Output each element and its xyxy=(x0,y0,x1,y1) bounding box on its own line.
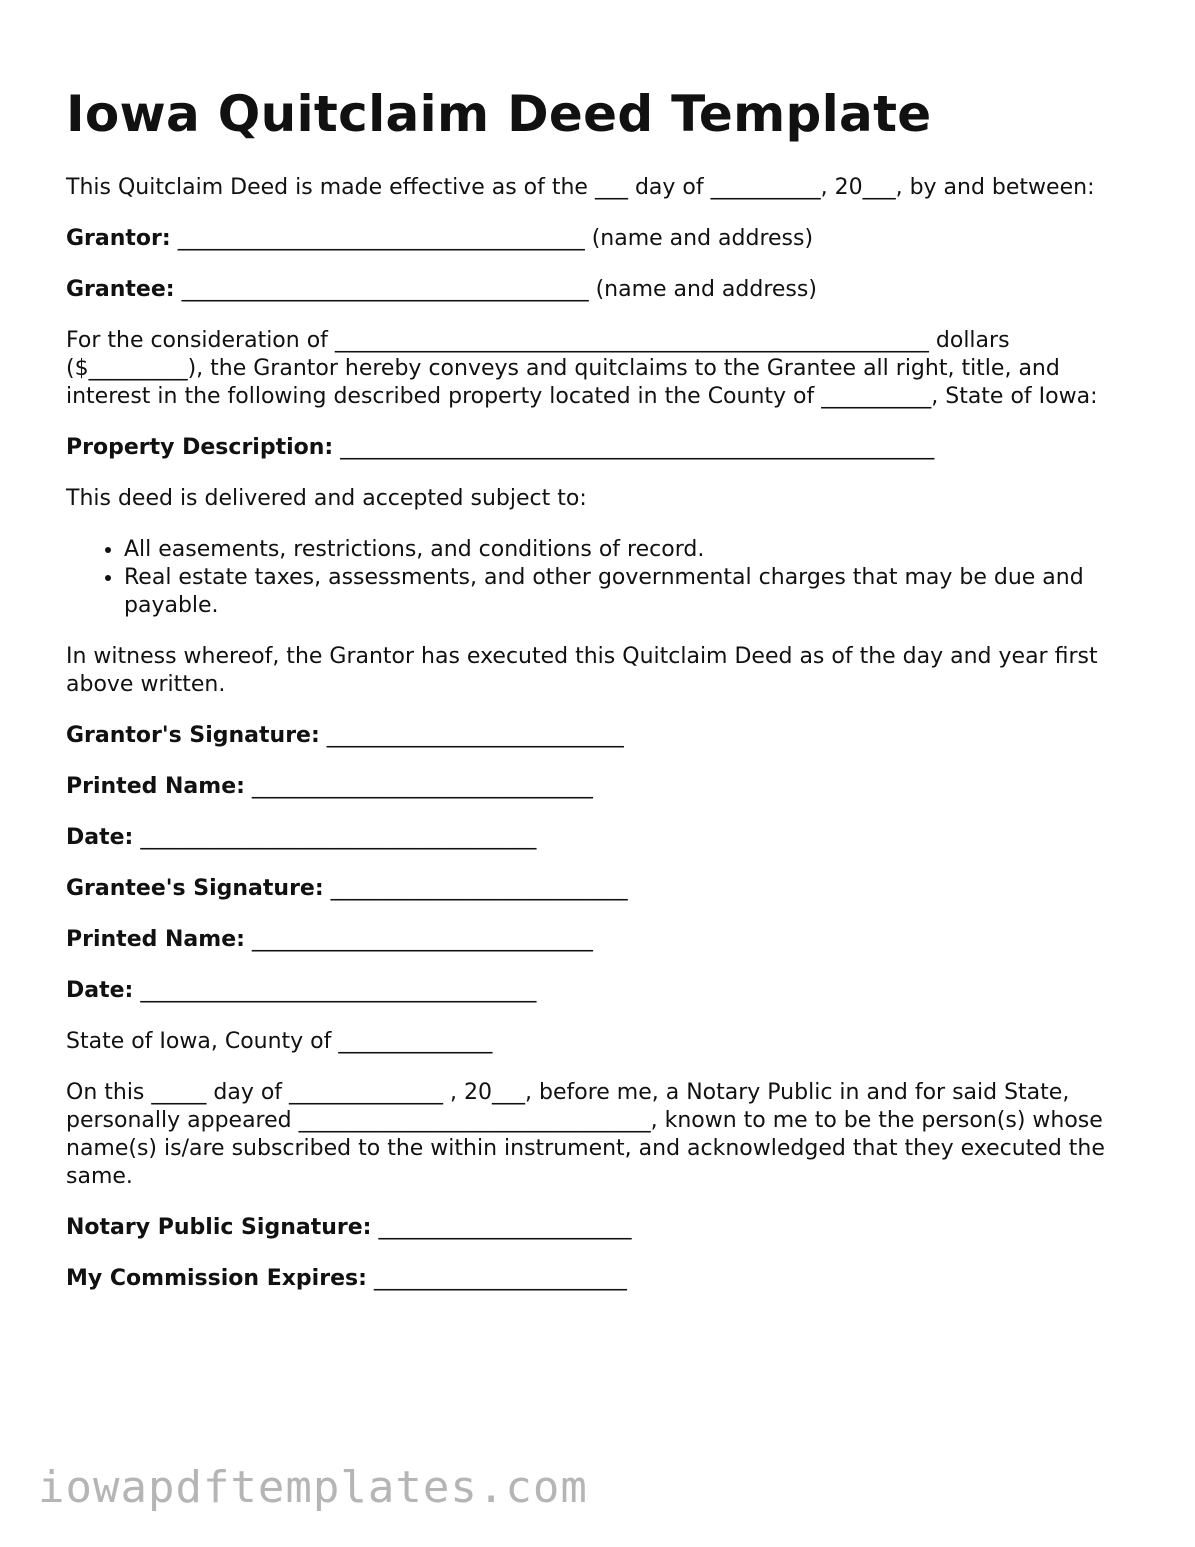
document-body xyxy=(66,84,1128,1293)
list-item: • Real estate taxes, assessments, and other governmental charges that may be due and payable. xyxy=(124,564,1128,620)
grantor-printed-name-line: _______________________________ xyxy=(244,774,593,799)
page-title: Iowa Quitclaim Deed Template xyxy=(66,85,932,143)
commission-expires-label: My Commission Expires: xyxy=(66,1266,367,1291)
notary-signature-line: _______________________ xyxy=(371,1215,632,1240)
grantee-signature-label: Grantee's Signature: xyxy=(66,876,324,901)
grantor-signature-line: ___________________________ xyxy=(319,723,624,748)
grantor-label: Grantor: xyxy=(66,226,171,251)
footer-watermark: iowapdftemplates.com xyxy=(38,1462,588,1513)
acknowledgment-paragraph: On this _____ day of ______________ , 20___, before me, a Notary Public in and for said State, personally appeared ________________________________, known to me to be the person(s) whose name(s) is/are subscribed to the within instrument, and acknowledged that they executed the same. xyxy=(66,1080,1105,1189)
grantee-date-field xyxy=(66,977,1128,1005)
grantor-signature-field xyxy=(66,722,1128,750)
grantor-date-field xyxy=(66,824,1128,852)
conditions-list xyxy=(66,536,1128,620)
property-description-label: Property Description: xyxy=(66,435,334,460)
grantor-field xyxy=(66,225,1128,253)
grantee-printed-name-field xyxy=(66,926,1128,954)
grantee-date-label: Date: xyxy=(66,978,134,1003)
property-description-field xyxy=(66,434,1128,462)
notary-county-line: State of Iowa, County of ______________ xyxy=(66,1029,493,1054)
commission-expires-line: _______________________ xyxy=(366,1266,627,1291)
grantor-printed-name-field xyxy=(66,773,1128,801)
subject-intro: This deed is delivered and accepted subject to: xyxy=(66,486,587,511)
consideration-paragraph: For the consideration of ______________________________________________________ dollars ($_________), the Grantor hereby conveys and quitclaims to the Grantee all right, title, and interest in the following described property located in the County of __________, State of Iowa: xyxy=(66,328,1098,409)
grantor-date-line: ____________________________________ xyxy=(133,825,537,850)
grantor-date-label: Date: xyxy=(66,825,134,850)
notary-signature-field xyxy=(66,1214,1128,1242)
grantee-signature-field xyxy=(66,875,1128,903)
grantee-printed-name-line: _______________________________ xyxy=(244,927,593,952)
grantee-label: Grantee: xyxy=(66,277,175,302)
grantee-date-line: ____________________________________ xyxy=(133,978,537,1003)
grantee-line: _____________________________________ (name and address) xyxy=(174,277,817,302)
intro-paragraph: This Quitclaim Deed is made effective as of the ___ day of __________, 20___, by and between: xyxy=(66,175,1095,200)
notary-signature-label: Notary Public Signature: xyxy=(66,1215,372,1240)
property-description-line: ______________________________________________________ xyxy=(333,435,935,460)
grantor-signature-label: Grantor's Signature: xyxy=(66,723,320,748)
grantee-signature-line: ___________________________ xyxy=(323,876,628,901)
grantee-printed-name-label: Printed Name: xyxy=(66,927,245,952)
commission-expires-field xyxy=(66,1265,1128,1293)
witness-paragraph: In witness whereof, the Grantor has executed this Quitclaim Deed as of the day and year first above written. xyxy=(66,644,1098,697)
grantee-field xyxy=(66,276,1128,304)
grantor-line: _____________________________________ (name and address) xyxy=(170,226,814,251)
list-item: • All easements, restrictions, and conditions of record. xyxy=(124,536,1128,564)
grantor-printed-name-label: Printed Name: xyxy=(66,774,245,799)
